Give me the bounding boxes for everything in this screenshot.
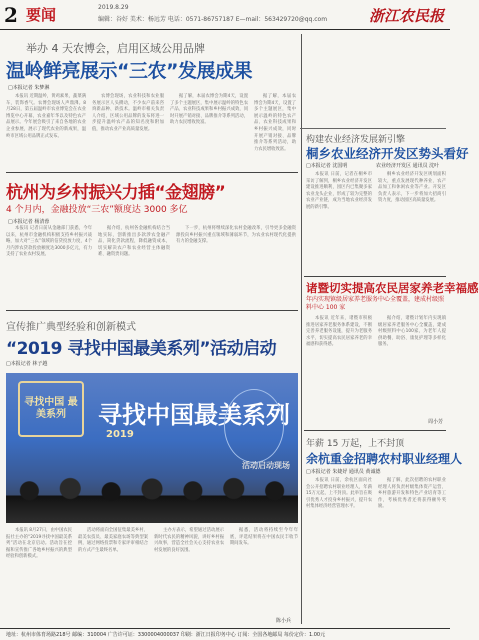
photo-banner-year: 2019: [106, 429, 134, 440]
story3-col3: 主办方表示，希望通过活动展示新时代农民的精神风貌，讲好乡村振兴故事，营造全社会关心支持农业农村发展的良好氛围。: [154, 528, 224, 553]
story2-headline: 杭州为乡村振兴力插“金翅膀”: [6, 183, 226, 203]
story3-byline: □本报记者 林子越: [6, 361, 48, 367]
photo-audience: [6, 477, 298, 523]
story3-col4: 据悉，活动将持续至今年年底，评选结果将在中国农民丰收节期间发布。: [230, 528, 298, 547]
photo-banner-title: 寻找中国最美系列: [98, 401, 290, 429]
event-logo: 寻找中国 最美系列: [18, 381, 84, 437]
photo-decoration: [224, 389, 284, 463]
side2-author: 周小芳: [428, 419, 444, 425]
side3-col1: 本报讯 日前，余杭区面向社会公开招聘农村职业经理人，年薪15万元起，上不封顶。此举旨在吸引优秀人才投身乡村振兴，提升农村集体经济经营管理水平。: [306, 478, 372, 510]
story3-headline: “2019 寻找中国最美系列”活动启动: [6, 339, 277, 359]
divider: [304, 430, 446, 431]
side3-kicker: 年薪 15 万起，上不封顶: [306, 439, 405, 449]
story1-col2: 农博会现场，农业科技和农业服务展示区人头攒动，不少农户前来咨询新品种、新技术。温岭市相关负责人介绍，区域公用品牌的发布将进一步提升温岭农产品的知名度和附加值，推动农业产业高质量发展。: [92, 94, 164, 132]
divider: [304, 276, 446, 277]
page-footer: 地址：杭州市体育场路218号 邮编：310004 广告许可证：3300004000037 印刷：浙江日报印务中心 订阅：全国各地邮局 每份定价：1.00元: [0, 628, 450, 640]
story2-col3: 下一步，杭州将继续深化农村金融改革，引导更多金融资源投向乡村振兴重点领域和薄弱环节，为农业农村现代化提供有力的金融支撑。: [176, 226, 296, 245]
story3-kicker: 宣传推广典型经验和创新模式: [6, 322, 136, 333]
side2-col2: 据介绍，诸暨计划年内实现镇级居家养老服务中心全覆盖，建成村级照料中心100家，为老年人提供助餐、助浴、康复护理等多样化服务。: [378, 316, 446, 348]
story2-subtitle: 4 个月内，金融投放“三农”额度达 3000 多亿: [6, 205, 188, 215]
story2-byline: □本报记者 杨清蓉: [8, 219, 50, 225]
page-number: 2: [4, 3, 18, 27]
side1-byline2: 农业经济开发区 通讯员 沈叶: [376, 163, 440, 169]
side1-col2: 桐乡农业经济开发区规划面积较大，重点发展现代种养业、农产品加工和休闲农业等产业。开发区负责人表示，下一步将加大招商引资力度，推动园区高质量发展。: [378, 172, 446, 204]
side1-byline: □本报记者 沈国明: [306, 163, 348, 169]
story2-col2: 据介绍，杭州各金融机构结合当地实际，创新推出多款涉农金融产品，简化贷款流程，降低融资成本，切实解决农户和农业经营主体融资难、融资贵问题。: [98, 226, 170, 258]
divider: [6, 310, 298, 311]
side2-col1: 本报讯 近年来，诸暨市积极推进居家养老服务体系建设，不断完善养老服务设施，提升为老服务水平，切实提高农民居家养老的幸福感和获得感。: [306, 316, 372, 348]
divider: [6, 172, 298, 173]
photo-caption: 活动启动现场: [242, 461, 290, 470]
story1-byline: □本报记者 朱梦淋: [8, 85, 50, 91]
story1-col3: 据了解，本届农博会为期4天，设置了多个主题展区，集中展示温岭的特色农产品、农业科技成果和乡村振兴成效，同时开展产销对接、品牌推介等系列活动，助力农民增收致富。: [170, 94, 248, 126]
side1-kicker: 构建农业经济发展新引擎: [306, 135, 406, 145]
story1-kicker: 举办 4 天农博会，启用区域公用品牌: [26, 42, 205, 55]
column-divider: [301, 34, 302, 624]
side1-col1: 本报讯 日前，记者在桐乡市采访了解到，桐乡农业经济开发区建设推进顺利，园区内已集聚多家农业龙头企业，形成了较为完整的农业产业链，成为当地农业经济发展的新引擎。: [306, 172, 372, 210]
story2-col1: 本报讯 记者日前从金融部门获悉，今年以来，杭州市金融机构积极支持乡村振兴战略，加大对“三农”领域的信贷投放力度，4个月内涉农贷款投放额度达3000多亿元，有力支持了农业农村发展。: [6, 226, 92, 258]
editorial-meta: 编辑：谷好 美术：杨远芳 电话：0571-86757187 E—mail：563429720@qq.com: [98, 16, 328, 23]
section-title: 要闻: [26, 6, 57, 24]
story1-col1: 本报讯 近期温岭，黄鸡素果，蔬菜满车，装饰香气。农博会现场人声鼎沸。8月28日，第五届温岭市农业博览会在农业博览中心开幕，农业嘉年华以及特色农产品展示。今年展会吸引了来自各地的农业企业参展，展示了现代农业的新成果，温岭市区域公用品牌正式发布。: [6, 94, 86, 139]
story3-col1: 本报讯 8月27日，由中国农民报社主办的“2019寻找中国最美系列”活动在北京启动。活动旨在挖掘和宣传推广各地乡村振兴的典型经验和创新模式。: [6, 528, 72, 560]
story1-headline: 温岭鲜亮展示“三农”发展成果: [6, 60, 252, 82]
side2-subtitle: 年内实现镇级居家养老服务中心全覆盖，建成村级照料中心 100 家: [306, 296, 445, 311]
side3-col2: 据了解，此次招聘的农村职业经理人将负责村级集体资产运营、乡村旅游开发和特色产业培育等工作，考核优秀者还将获得额外奖励。: [378, 478, 446, 510]
side2-headline: 诸暨切实提高农民居家养老幸福感: [306, 281, 479, 295]
paper-name: 浙江农民报: [368, 7, 444, 25]
story3-author: 陈小兵: [276, 618, 292, 624]
side3-headline: 余杭重金招聘农村职业经理人: [306, 452, 463, 466]
story3-col2: 活动将面向全国征集最美乡村、最美农技员、最美家庭农场等典型案例，通过网络投票和专家评审相结合的方式产生最终名单。: [78, 528, 148, 553]
story1-col4: 据了解，本届农博会为期4天，设置了多个主题展区，集中展示温岭的特色农产品、农业科技成果和乡村振兴成效，同时开展产销对接、品牌推介等系列活动，助力农民增收致富。: [254, 94, 296, 152]
issue-date: 2019.8.29: [98, 4, 129, 11]
masthead: [0, 0, 450, 30]
event-photo: [6, 373, 298, 523]
side1-headline: 桐乡农业经济开发区势头看好: [306, 146, 469, 161]
side3-byline: □本报记者 朱婕妤 通讯员 黄诚德: [306, 469, 381, 475]
